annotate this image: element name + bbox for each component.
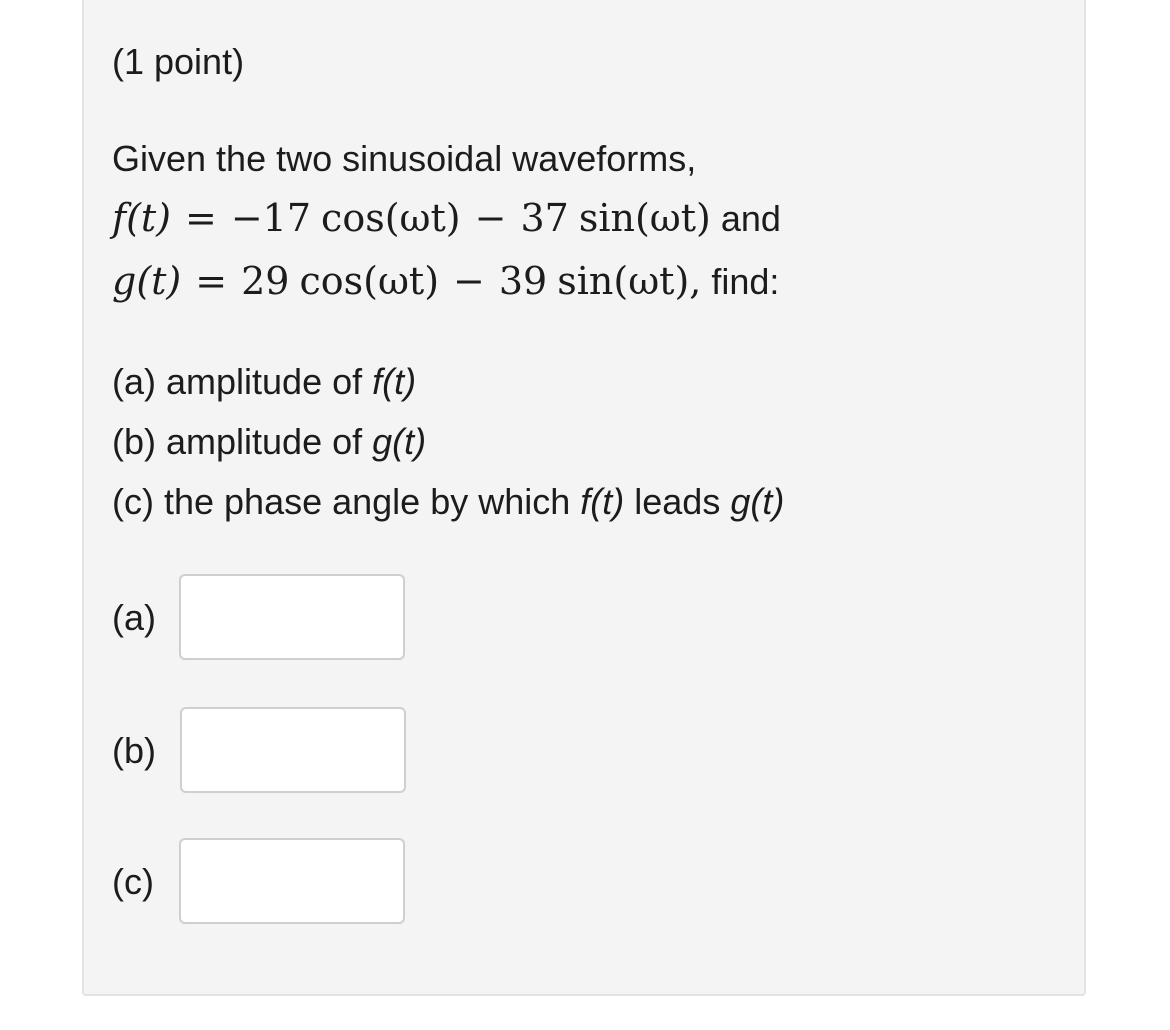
problem-intro: Given the two sinusoidal waveforms, [112,138,697,179]
g-equation [112,259,780,303]
answer-label-c: (c) [112,861,154,902]
part-a-function: f(t) [372,361,417,402]
g-lhs: g(t) [112,259,182,303]
g-trig1: cos(ωt) [299,259,440,303]
part-b-text [112,421,427,462]
f-lhs: f(t) [112,196,171,240]
g-equals: = [195,259,228,303]
part-c-function-f: f(t) [580,481,625,522]
f-equation [112,196,781,240]
f-coef2: 37 [520,196,569,240]
f-minus: − [474,196,507,240]
points-label: (1 point) [112,41,245,82]
g-coef2: 39 [498,259,548,303]
answer-input-a[interactable] [179,574,405,660]
g-comma: , [689,259,702,303]
answer-label-a: (a) [112,597,156,638]
f-equals: = [185,196,217,240]
g-trig2: sin(ωt) [557,259,690,303]
part-b-prefix: (b) amplitude of [112,421,373,462]
answer-input-b[interactable] [180,707,406,793]
part-b-function: g(t) [372,421,427,462]
f-trig1: cos(ωt) [321,196,461,240]
f-coef1: −17 [230,196,312,240]
part-a-prefix: (a) amplitude of [112,361,373,402]
part-c-prefix: (c) the phase angle by which [112,481,581,522]
g-minus: − [453,259,485,303]
part-c-text [112,481,785,522]
g-tail: find: [701,261,780,302]
answer-input-c[interactable] [179,838,405,924]
f-trig2: sin(ωt) [578,196,711,240]
part-c-function-g: g(t) [730,481,785,522]
part-c-middle: leads [624,481,731,522]
answer-label-b: (b) [112,730,156,771]
g-coef1: 29 [241,259,290,303]
f-tail: and [710,198,781,239]
part-a-text [112,361,417,402]
